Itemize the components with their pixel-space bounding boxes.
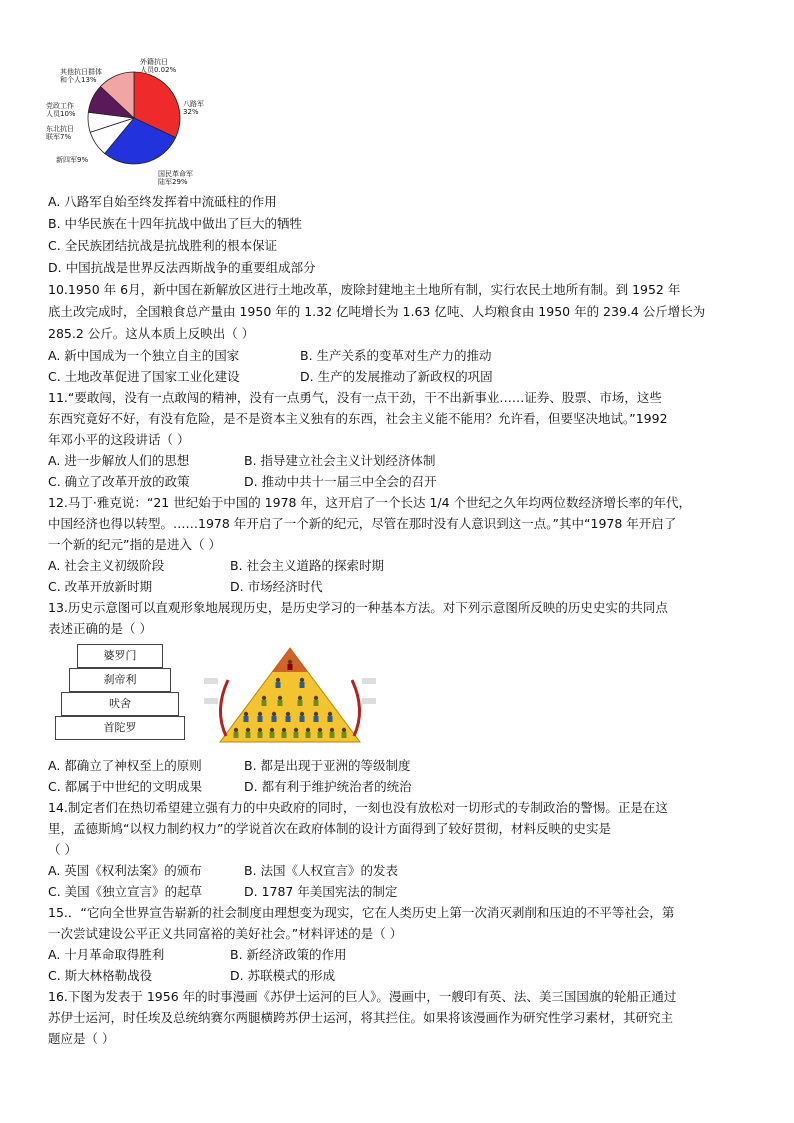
q15-stem-line1: 15.．“它向全世界宣告崭新的社会制度由理想变为现实，它在人类历史上第一次消灭剥削和压迫的不平等社会，第 xyxy=(48,905,675,920)
q9-option-c: C. 全民族团结抗战是抗战胜利的根本保证 xyxy=(48,238,278,253)
figure-body xyxy=(276,682,281,688)
figure-head xyxy=(282,728,286,732)
figure-body xyxy=(286,716,291,722)
q13-stem-line1: 13.历史示意图可以直观形象地展现历史，是历史学习的一种基本方法。对下列示意图所反映的历史史实的共同点 xyxy=(48,600,668,615)
figure-body xyxy=(318,732,323,738)
q15-option-d: D. 苏联模式的形成 xyxy=(230,968,336,983)
pie-label-xinsijun: 新四军9% xyxy=(56,156,89,164)
caste-shudra: 首陀罗 xyxy=(55,716,185,740)
q16-stem-line3: 题应是（ ） xyxy=(48,1031,115,1046)
q9-option-d: D. 中国抗战是世界反法西斯战争的重要组成部分 xyxy=(48,260,316,275)
figure-body xyxy=(300,682,305,688)
figure-head xyxy=(300,678,304,682)
q9-option-b: B. 中华民族在十四年抗战中做出了巨大的牺牲 xyxy=(48,216,303,231)
q16-stem-line1: 16.下图为发表于 1956 年的时事漫画《苏伊士运河的巨人》。漫画中，一艘印有英、法、美三国国旗的轮船正通过 xyxy=(48,989,677,1004)
figure-body xyxy=(234,732,239,738)
figure-head xyxy=(314,712,318,716)
caste-vaishya: 吠舍 xyxy=(61,692,179,716)
q13-stem-line2: 表述正确的是（ ） xyxy=(48,621,152,636)
caste-pyramid xyxy=(55,644,185,744)
q13-option-a: A. 都确立了神权至上的原则 xyxy=(48,758,202,773)
q11-option-c: C. 确立了改革开放的政策 xyxy=(48,474,190,489)
figure-body xyxy=(244,716,249,722)
pie-label-balujun: 八路军 32% xyxy=(183,100,204,116)
figure-head xyxy=(278,696,282,700)
q16-stem-line2: 苏伊士运河，时任埃及总统纳赛尔两腿横跨苏伊士运河，将其拦住。如果将该漫画作为研究性学习素材，其研究主 xyxy=(48,1010,674,1025)
figure-head xyxy=(318,728,322,732)
q12-stem-line3: 一个新的纪元”指的是进入（ ） xyxy=(48,537,221,552)
q14-stem-line3: （ ） xyxy=(48,842,77,857)
figure-head xyxy=(258,728,262,732)
q15-option-b: B. 新经济政策的作用 xyxy=(230,947,347,962)
figure-body xyxy=(288,664,293,670)
figure-head xyxy=(244,712,248,716)
figure-head xyxy=(288,660,292,664)
figure-body xyxy=(298,700,303,706)
figure-body xyxy=(330,732,335,738)
pie-label-dongbei: 东北抗日 联军7% xyxy=(46,125,74,141)
q14-option-d: D. 1787 年美国宪法的制定 xyxy=(244,884,398,899)
q15-stem-line2: 一次尝试建设公平正义共同富裕的美好社会。”材料评述的是（ ） xyxy=(48,926,403,941)
q10-option-c: C. 土地改革促进了国家工业化建设 xyxy=(48,369,240,384)
q10-stem-line1: 10.1950 年 6月，新中国在新解放区进行土地改革，废除封建地主土地所有制，实行农民土地所有制。到 1952 年 xyxy=(48,282,681,297)
figure-head xyxy=(330,728,334,732)
q15-option-c: C. 斯大林格勒战役 xyxy=(48,968,153,983)
pie-label-party: 党政工作 人员10% xyxy=(46,102,76,118)
figure-body xyxy=(342,732,347,738)
q12-option-a: A. 社会主义初级阶段 xyxy=(48,558,165,573)
q13-option-c: C. 都属于中世纪的文明成果 xyxy=(48,779,203,794)
pie-chart xyxy=(44,56,224,186)
q12-stem-line1: 12.马丁·雅克说：“21 世纪始于中国的 1978 年，这开启了一个长达 1/4 个世纪之久年均两位数经济增长率的年代， xyxy=(48,495,692,510)
figure-body xyxy=(306,732,311,738)
q10-stem-line2: 底土改完成时，全国粮食总产量由 1950 年的 1.32 亿吨增长为 1.63 亿吨、人均粮食由 1950 年的 239.4 公斤增长为 xyxy=(48,304,706,319)
figure-head xyxy=(258,712,262,716)
figure-head xyxy=(270,728,274,732)
q12-option-c: C. 改革开放新时期 xyxy=(48,579,153,594)
pie-label-foreign: 外籍抗日 人员0.02% xyxy=(140,58,177,74)
figure-head xyxy=(286,712,290,716)
q10-option-a: A. 新中国成为一个独立自主的国家 xyxy=(48,348,240,363)
figure-body xyxy=(270,732,275,738)
q10-stem-line3: 285.2 公斤。这从本质上反映出（ ） xyxy=(48,326,255,341)
figure-body xyxy=(300,716,305,722)
q12-stem-line2: 中国经济也得以转型。……1978 年开启了一个新的纪元，尽管在那时没有人意识到这一点。”其中“1978 年开启了 xyxy=(48,516,677,531)
q14-stem-line2: 里，孟德斯鸠“以权力制约权力”的学说首次在政府体制的设计方面得到了较好贯彻，材料反映的史实是 xyxy=(48,821,611,836)
figure-body xyxy=(328,716,333,722)
figure-body xyxy=(272,716,277,722)
figure-head xyxy=(298,696,302,700)
q10-option-b: B. 生产关系的变革对生产力的推动 xyxy=(300,348,492,363)
feudal-hierarchy-illustration xyxy=(200,640,380,750)
caste-kshatriya: 刹帝利 xyxy=(69,668,171,692)
caste-brahmin: 婆罗门 xyxy=(77,644,163,668)
figure-body xyxy=(258,716,263,722)
figure-head xyxy=(342,728,346,732)
figure-head xyxy=(328,712,332,716)
figure-head xyxy=(246,728,250,732)
q14-option-b: B. 法国《人权宣言》的发表 xyxy=(244,863,399,878)
q12-option-b: B. 社会主义道路的探索时期 xyxy=(230,558,385,573)
q14-option-a: A. 英国《权利法案》的颁布 xyxy=(48,863,202,878)
figure-head xyxy=(276,678,280,682)
figure-body xyxy=(258,732,263,738)
q12-option-d: D. 市场经济时代 xyxy=(230,579,323,594)
q14-option-c: C. 美国《独立宣言》的起草 xyxy=(48,884,203,899)
q9-option-a: A. 八路军自始至终发挥着中流砥柱的作用 xyxy=(48,194,277,209)
q10-option-d: D. 生产的发展推动了新政权的巩固 xyxy=(300,369,493,384)
q11-stem-line2: 东西究竟好不好，有没有危险，是不是资本主义独有的东西，社会主义能不能用？允许看，但要坚决地试。”1992 xyxy=(48,411,668,426)
q13-option-b: B. 都是出现于亚洲的等级制度 xyxy=(244,758,411,773)
q15-option-a: A. 十月革命取得胜利 xyxy=(48,947,165,962)
pie-label-others: 其他抗日群体 和个人13% xyxy=(60,68,102,84)
figure-head xyxy=(300,712,304,716)
q11-option-b: B. 指导建立社会主义计划经济体制 xyxy=(244,453,436,468)
figure-head xyxy=(234,728,238,732)
feudal-pyramid-svg xyxy=(200,640,380,750)
figure-body xyxy=(314,716,319,722)
figure-body xyxy=(262,700,267,706)
q11-option-a: A. 进一步解放人们的思想 xyxy=(48,453,190,468)
figure-head xyxy=(262,696,266,700)
figure-body xyxy=(282,732,287,738)
figure-body xyxy=(246,732,251,738)
figure-head xyxy=(314,696,318,700)
figure-head xyxy=(306,728,310,732)
figure-head xyxy=(272,712,276,716)
pie-label-guomin: 国民革命军 陆军29% xyxy=(158,170,193,186)
q11-stem-line1: 11.“要敢闯，没有一点敢闯的精神，没有一点勇气，没有一点干劲，干不出新事业……证券、股票、市场，这些 xyxy=(48,390,662,405)
figure-body xyxy=(278,700,283,706)
q11-option-d: D. 推动中共十一届三中全会的召开 xyxy=(244,474,437,489)
q11-stem-line3: 年邓小平的这段讲话（ ） xyxy=(48,432,190,447)
figure-body xyxy=(294,732,299,738)
q13-option-d: D. 都有利于维护统治者的统治 xyxy=(244,779,412,794)
q14-stem-line1: 14.制定者们在热切希望建立强有力的中央政府的同时，一刻也没有放松对一切形式的专制政治的警惕。正是在这 xyxy=(48,800,668,815)
figure-body xyxy=(314,700,319,706)
figure-head xyxy=(294,728,298,732)
